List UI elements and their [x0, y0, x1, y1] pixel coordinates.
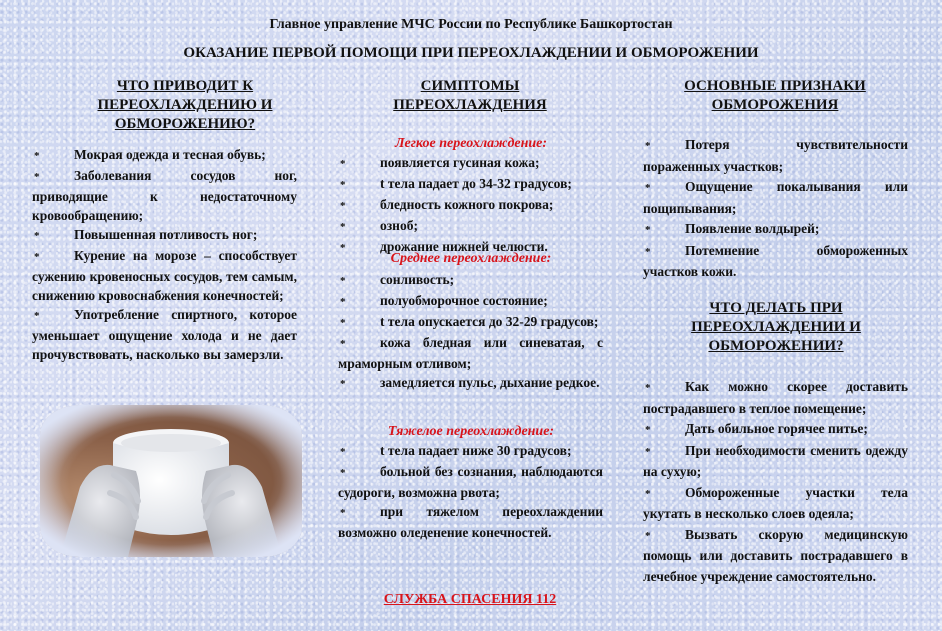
list-item: * при тяжелом переохлаждении возможно оледенение конечностей. — [338, 504, 603, 540]
mild-hypothermia-label: Легкое переохлаждение: — [394, 136, 548, 151]
symptoms-heading: СИМПТОМЫ ПЕРЕОХЛАЖДЕНИЯ — [393, 78, 547, 113]
frostbite-signs-heading: ОСНОВНЫЕ ПРИЗНАКИ ОБМОРОЖЕНИЯ — [684, 78, 866, 113]
list-item: * Вызвать скорую медицинскую помощь или доставить пострадавшего в лечебное учреждение самостоятельно. — [643, 526, 908, 584]
first-aid-list — [643, 377, 908, 587]
gloved-hands-mug-image — [40, 405, 302, 557]
list-item: * Курение на морозе – способствует сужению кровеносных сосудов, тем самым, снижению кровоснабжения конечностей; — [32, 248, 297, 303]
page-title: ОКАЗАНИЕ ПЕРВОЙ ПОМОЩИ ПРИ ПЕРЕОХЛАЖДЕНИИ И ОБМОРОЖЕНИИ — [183, 45, 759, 61]
moderate-symptoms-list — [338, 270, 603, 394]
list-item: * Потеря чувствительности пораженных участков; — [643, 137, 908, 174]
list-item: * Повышенная потливость ног; — [34, 227, 258, 242]
causes-list — [32, 145, 297, 364]
list-item: * бледность кожного покрова; — [340, 197, 554, 212]
gloved-hands-mug-illustration — [40, 405, 302, 557]
list-item: * замедляется пульс, дыхание редкое. — [340, 375, 600, 390]
rescue-service-number: СЛУЖБА СПАСЕНИЯ 112 — [383, 592, 557, 607]
list-item: * появляется гусиная кожа; — [340, 155, 540, 170]
list-item: * Потемнение обмороженных участков кожи. — [643, 242, 908, 279]
list-item: * кожа бледная или синеватая, с мраморным отливом; — [338, 335, 603, 371]
list-item: * Употребление спиртного, которое уменьшает ощущение холода и не дает прочувствовать, насколько вы замерзли. — [32, 307, 297, 362]
list-item: * Как можно скорее доставить пострадавшего в теплое помещение; — [643, 379, 908, 416]
mild-symptoms-list — [338, 153, 603, 258]
list-item: * сонливость; — [340, 272, 455, 287]
list-item: * При необходимости сменить одежду на сухую; — [643, 442, 908, 479]
list-item: * Обмороженные участки тела укутать в несколько слоев одеяла; — [643, 484, 908, 521]
list-item: * полуобморочное состояние; — [340, 293, 548, 308]
severe-symptoms-list — [338, 441, 603, 542]
moderate-hypothermia-label: Среднее переохлаждение: — [390, 251, 552, 266]
list-item: * Дать обильное горячее питье; — [645, 421, 868, 436]
frostbite-signs-list — [643, 135, 908, 283]
list-item: * Появление волдырей; — [645, 221, 820, 236]
list-item: * озноб; — [340, 218, 418, 233]
list-item: * Мокрая одежда и тесная обувь; — [34, 147, 266, 162]
organization-name: Главное управление МЧС России по Республике Башкортостан — [269, 17, 673, 32]
list-item: * больной без сознания, наблюдаются судороги, возможна рвота; — [338, 464, 603, 500]
list-item: * t тела опускается до 32-29 градусов; — [340, 314, 599, 329]
list-item: * Заболевания сосудов ног, приводящие к недостаточному кровообращению; — [32, 168, 297, 223]
list-item: * дрожание нижней челюсти. — [340, 239, 548, 254]
severe-hypothermia-label: Тяжелое переохлаждение: — [387, 424, 555, 439]
list-item: * t тела падает ниже 30 градусов; — [340, 443, 572, 458]
first-aid-heading: ЧТО ДЕЛАТЬ ПРИ ПЕРЕОХЛАЖДЕНИИ И ОБМОРОЖЕНИИ? — [691, 300, 861, 354]
causes-heading: ЧТО ПРИВОДИТ К ПЕРЕОХЛАЖДЕНИЮ И ОБМОРОЖЕНИЮ? — [97, 78, 273, 132]
list-item: * Ощущение покалывания или пощипывания; — [643, 179, 908, 216]
list-item: * t тела падает до 34-32 градусов; — [340, 176, 572, 191]
